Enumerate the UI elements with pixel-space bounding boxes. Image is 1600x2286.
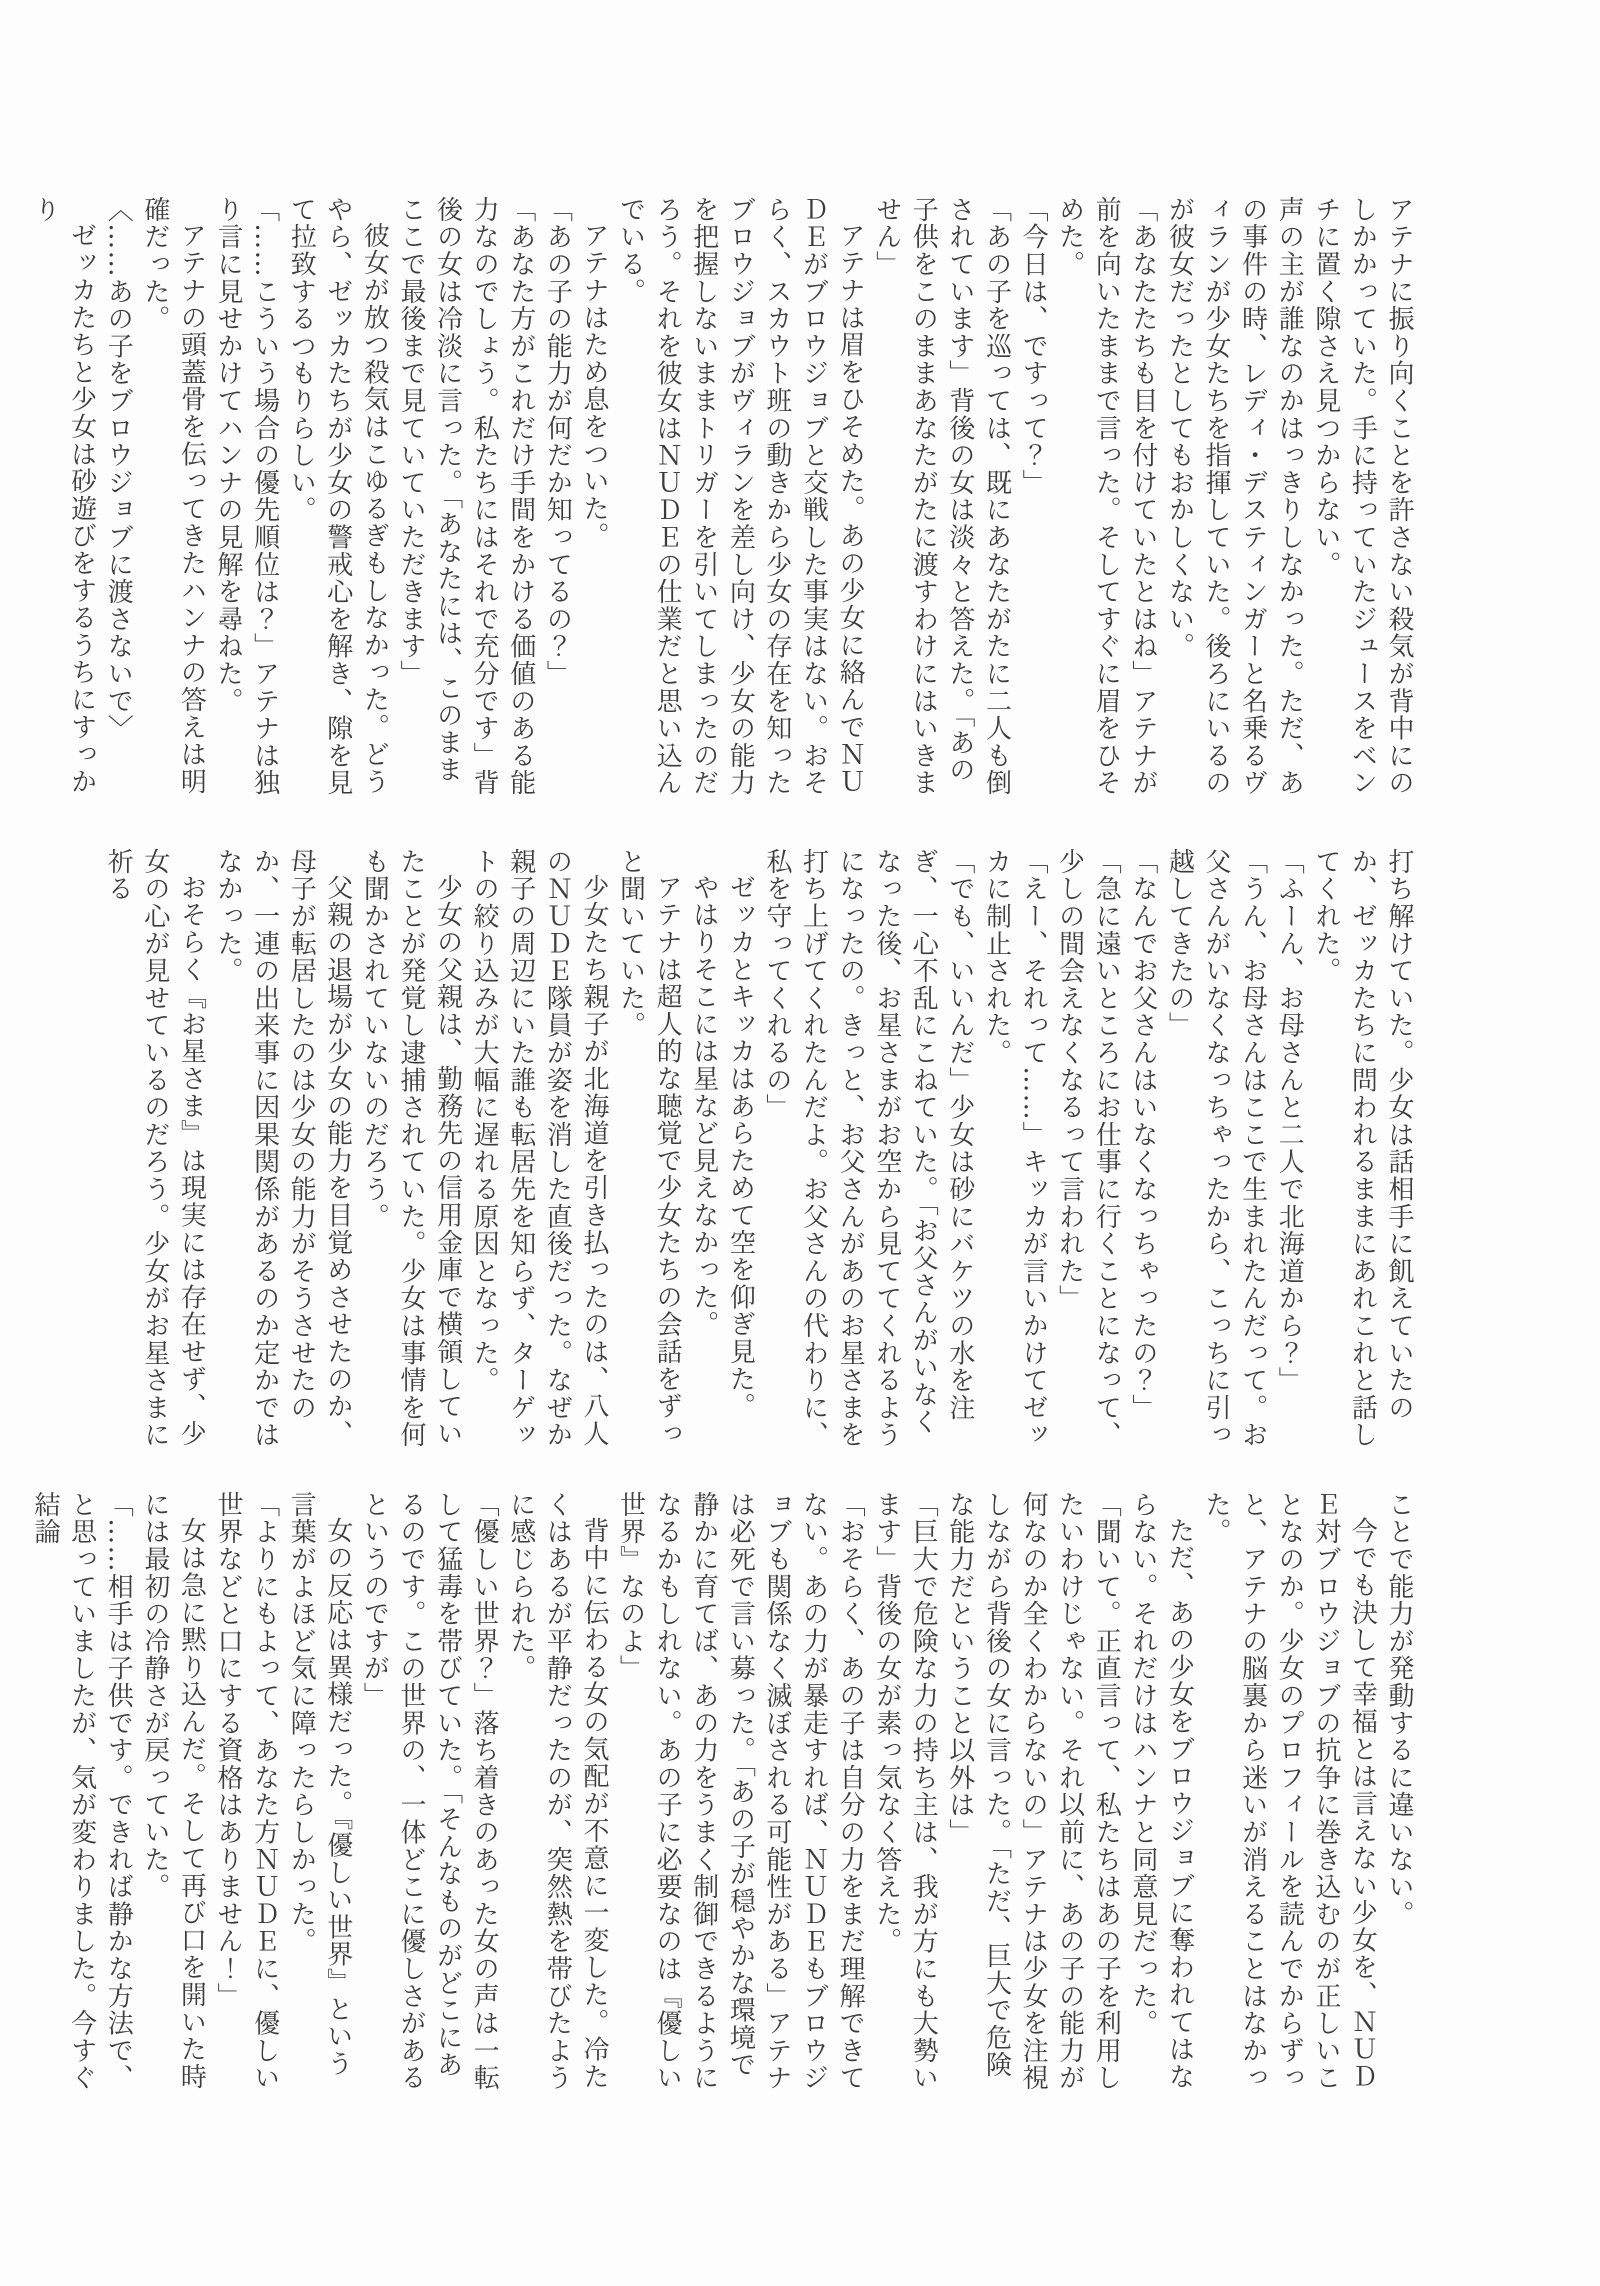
paragraph: アテナはため息をついた。 [578,222,609,550]
paragraph: 声の主が誰なのかはっきりしなかった。ただ、あの事件の時、レディ・デスティンガーと名乗るヴィランが少女たちを指揮していた。後ろにいるのが彼女だったとしてもおかしくない。 [1164,196,1305,797]
paragraph: やはりそこには星など見えなかった。 [688,874,719,1339]
paragraph: 「よりにもよって、あなた方ＮＵＤＥに、優しい世界などと口にする資格はありません！」 [213,1491,280,2092]
paragraph: 打ち解けていた。少女は話相手に飢えていたのか、ゼッカたちに問われるままにあれこれと話してくれた。 [1310,848,1414,1449]
paragraph: 少女の父親は、勤務先の信用金庫で横領していたことが発覚し逮捕されていた。少女は事情を何も聞かされていないのだろう。 [359,848,463,1449]
paragraph: アテナの頭蓋骨を伝ってきたハンナの答えは明確だった。 [139,196,207,796]
paragraph: 「なんでお父さんはいなくなっちゃったの？」 [1127,848,1158,1422]
paragraph: 「巨大で危険な力の持ち主は、我が方にも大勢います」背後の女が素っ気なく答えた。 [871,1491,939,2092]
paragraph: 「おそらく、あの子は自分の力をまだ理解できてない。あの力が暴走すれば、ＮＵＤＥもブロウジョブも関係なく滅ぼされる可能性がある」アテナは必死で言い募った。「あの子が穏やかな環境で静かに育てば、あの力をうまく制御できるようになるかもしれない。あの子に必要なのは『優しい世界』なのよ」 [615,1491,866,2092]
paragraph: 「今日は、ですって？」 [1018,196,1049,497]
paragraph: 女の反応は異様だった。『優しい世界』という言葉がよほど気に障ったらしかった。 [286,1491,353,2078]
paragraph: おそらく『お星さま』は現実には存在せず、少女の心が見せているのだろう。少女がお星さまに祈る [103,848,207,1449]
paragraph: ただ、あの少女をブロウジョブに奪われてはならない。それだけはハンナと同意見だった。 [1127,1491,1195,2091]
text-band-top [30,196,1417,804]
paragraph: アテナは超人的な聴覚で少女たちの会話をずっと聞いていた。 [615,848,683,1448]
paragraph: 「あなたたちも目を付けていたとはね」アテナが前を向いたままで言った。そしてすぐに眉をひそめた。 [1054,196,1158,797]
paragraph: ことで能力が発動するに違いない。 [1384,1491,1414,1928]
paragraph: 〈……あの子をブロウジョブに渡さないで〉 [103,196,134,742]
paragraph: 「聞いて。正直言って、私たちはあの子を利用したいわけじゃない。それ以前に、あの子の能力が何なのか全くわからないの」アテナは少女を注視しながら背後の女に言った。「ただ、巨大で危険な能力だということ以外は」 [944,1491,1122,2092]
paragraph: アテナは眉をひそめた。あの少女に絡んでＮＵＤＥがブロウジョブと交戦した事実はない。おそらく、スカウト班の動きから少女の存在を知ったブロウジョブがヴィランを差し向け、少女の能力を把握しないままトリガーを引いてしまったのだろう。それを彼女はＮＵＤＥの仕業だと思い込んでいる。 [615,196,866,797]
paragraph: 「急に遠いところにお仕事に行くことになって、少しの間会えなくなるって言われた」 [1054,848,1122,1449]
paragraph: 「……こういう場合の優先順位は？」アテナは独り言に見せかけてハンナの見解を尋ねた。 [213,196,280,797]
paragraph: 少女たち親子が北海道を引き払ったのは、八人のＮＵＤＥ隊員が姿を消した直後だった。なぜか親子の周辺にいた誰も転居先を知らず、ターゲットの絞り込みが大幅に遅れる原因となった。 [469,848,609,1449]
paragraph: 「あなた方がこれだけ手間をかける価値のある能力なのでしょう。私たちにはそれで充分です」背後の女は冷淡に言った。「あなたには、このままここで最後まで見ていていただきます」 [395,196,536,797]
paragraph: 「あの子を巡っては、既にあなたがたに二人も倒されています」背後の女は淡々と答えた。「あの子供をこのままあなたがたに渡すわけにはいきません」 [871,196,1012,797]
paragraph: 「でも、いいんだ」少女は砂にバケツの水を注ぎ、一心不乱にこねていた。「お父さんがいなくなった後、お星さまがお空から見ててくれるようになったの。きっと、お父さんがあのお星さまを打ち上げてくれたんだよ。お父さんの代わりに、私を守ってくれるの」 [761,848,975,1449]
paragraph: 父親の退場が少女の能力を目覚めさせたのか、母子が転居したのは少女の能力がそうさせたのか、一連の出来事に因果関係があるのか定かではなかった。 [213,848,353,1449]
paragraph: 「ふーん、お母さんと二人で北海道から？」 [1274,848,1305,1394]
paragraph: 「あの子の能力が何だか知ってるの？」 [542,196,573,688]
paragraph: 「えー、それって……」キッカが言いかけてゼッカに制止された。 [981,848,1049,1449]
paragraph: ゼッカたちと少女は砂遊びをするうちにすっかり [30,196,97,796]
paragraph: 「うん、お母さんはここで生まれたんだって。お父さんがいなくなっちゃったから、こっちに引っ越してきたの」 [1164,848,1268,1449]
paragraph: 背中に伝わる女の気配が不意に一変した。冷たくはあるが平静だったのが、突然熱を帯びたように感じられた。 [505,1491,609,2092]
paragraph: ゼッカとキッカはあらためて空を仰ぎ見た。 [725,874,756,1420]
paragraph: 女は急に黙り込んだ。そして再び口を開いた時には最初の冷静さが戻っていた。 [139,1491,207,2091]
paragraph: アテナに振り向くことを許さない殺気が背中にのしかかっていた。手に持っていたジュースをベンチに置く隙さえ見つからない。 [1310,196,1414,797]
paragraph: 今でも決して幸福とは言えない少女を、ＮＵＤＥ対ブロウジョブの抗争に巻き込むのが正しいことなのか。少女のプロフィールを読んでからずっと、アテナの脳裏から迷いが消えることはなかった。 [1201,1491,1378,2092]
paragraph: 彼女が放つ殺気はこゆるぎもしなかった。どうやら、ゼッカたちが少女の警戒心を解き、隙を見て拉致するつもりらしい。 [286,196,390,797]
text-band-bottom [30,1491,1417,2099]
paragraph: 「……相手は子供です。できれば静かな方法で、と思っていましたが、気が変わりました。今すぐ結論 [30,1491,134,2092]
text-band-middle [87,848,1417,1456]
paragraph: 「優しい世界？」落ち着きのあった女の声は一転して猛毒を帯びていた。「そんなものがどこにあるのです。この世界の、一体どこに優しさがあるというのですが」 [359,1491,500,2092]
